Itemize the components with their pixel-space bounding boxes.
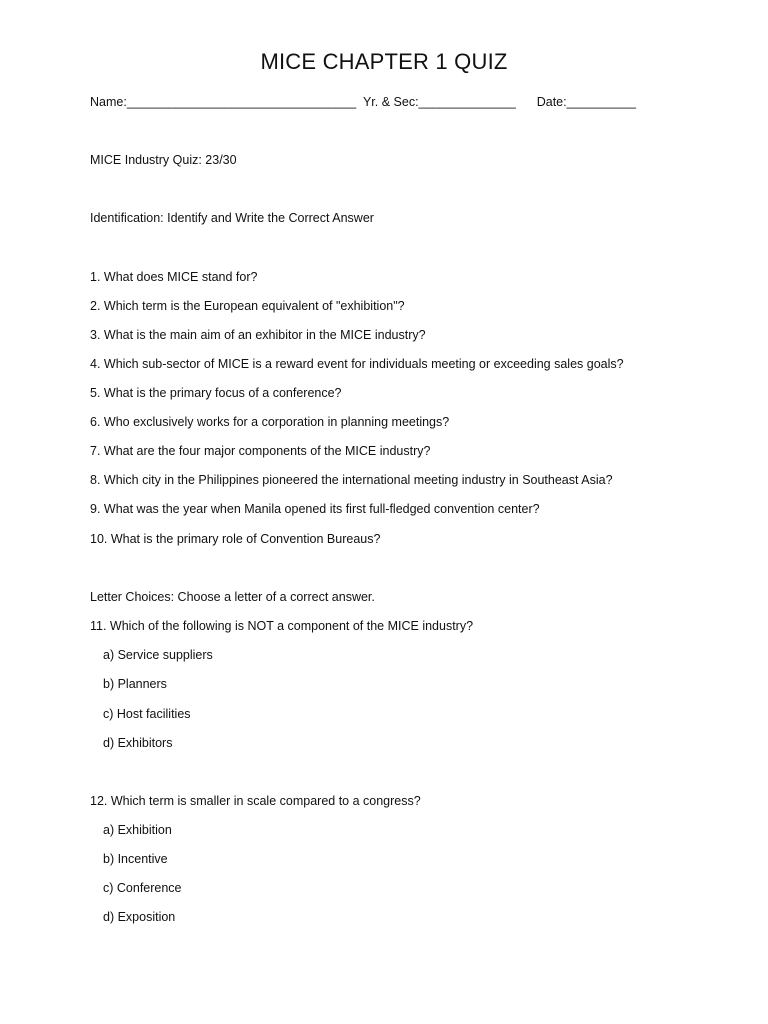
year-section-field: Yr. & Sec:______________ — [362, 95, 516, 109]
q12-option-c: c) Conference — [103, 881, 182, 895]
question-7: 7. What are the four major components of the MICE industry? — [90, 444, 431, 458]
letter-choices-heading: Letter Choices: Choose a letter of a correct answer. — [90, 590, 375, 604]
q11-option-b: b) Planners — [103, 677, 167, 691]
question-3: 3. What is the main aim of an exhibitor in the MICE industry? — [90, 328, 426, 342]
q12-option-d: d) Exposition — [103, 910, 176, 924]
q11-option-c: c) Host facilities — [103, 707, 191, 721]
q12-option-b: b) Incentive — [103, 852, 168, 866]
quiz-title: MICE CHAPTER 1 QUIZ — [260, 49, 508, 74]
question-4: 4. Which sub-sector of MICE is a reward event for individuals meeting or exceeding sales goals? — [90, 357, 624, 371]
question-5: 5. What is the primary focus of a conference? — [90, 386, 342, 400]
identification-heading: Identification: Identify and Write the Correct Answer — [90, 211, 374, 225]
question-12: 12. Which term is smaller in scale compared to a congress? — [90, 794, 421, 808]
q12-option-a: a) Exhibition — [103, 823, 172, 837]
question-2: 2. Which term is the European equivalent of "exhibition"? — [90, 299, 405, 313]
student-info-fields — [90, 94, 636, 110]
question-9: 9. What was the year when Manila opened its first full-fledged convention center? — [90, 502, 540, 516]
q11-option-a: a) Service suppliers — [103, 648, 213, 662]
question-1: 1. What does MICE stand for? — [90, 270, 258, 284]
score-line: MICE Industry Quiz: 23/30 — [90, 153, 237, 167]
question-8: 8. Which city in the Philippines pioneered the international meeting industry in Southeast Asia? — [90, 473, 613, 487]
question-10: 10. What is the primary role of Convention Bureaus? — [90, 532, 381, 546]
q11-option-d: d) Exhibitors — [103, 736, 173, 750]
name-field: Name:_________________________________ — [90, 95, 357, 109]
question-6: 6. Who exclusively works for a corporation in planning meetings? — [90, 415, 450, 429]
date-field: Date:__________ — [536, 95, 637, 109]
question-11: 11. Which of the following is NOT a component of the MICE industry? — [90, 619, 474, 633]
